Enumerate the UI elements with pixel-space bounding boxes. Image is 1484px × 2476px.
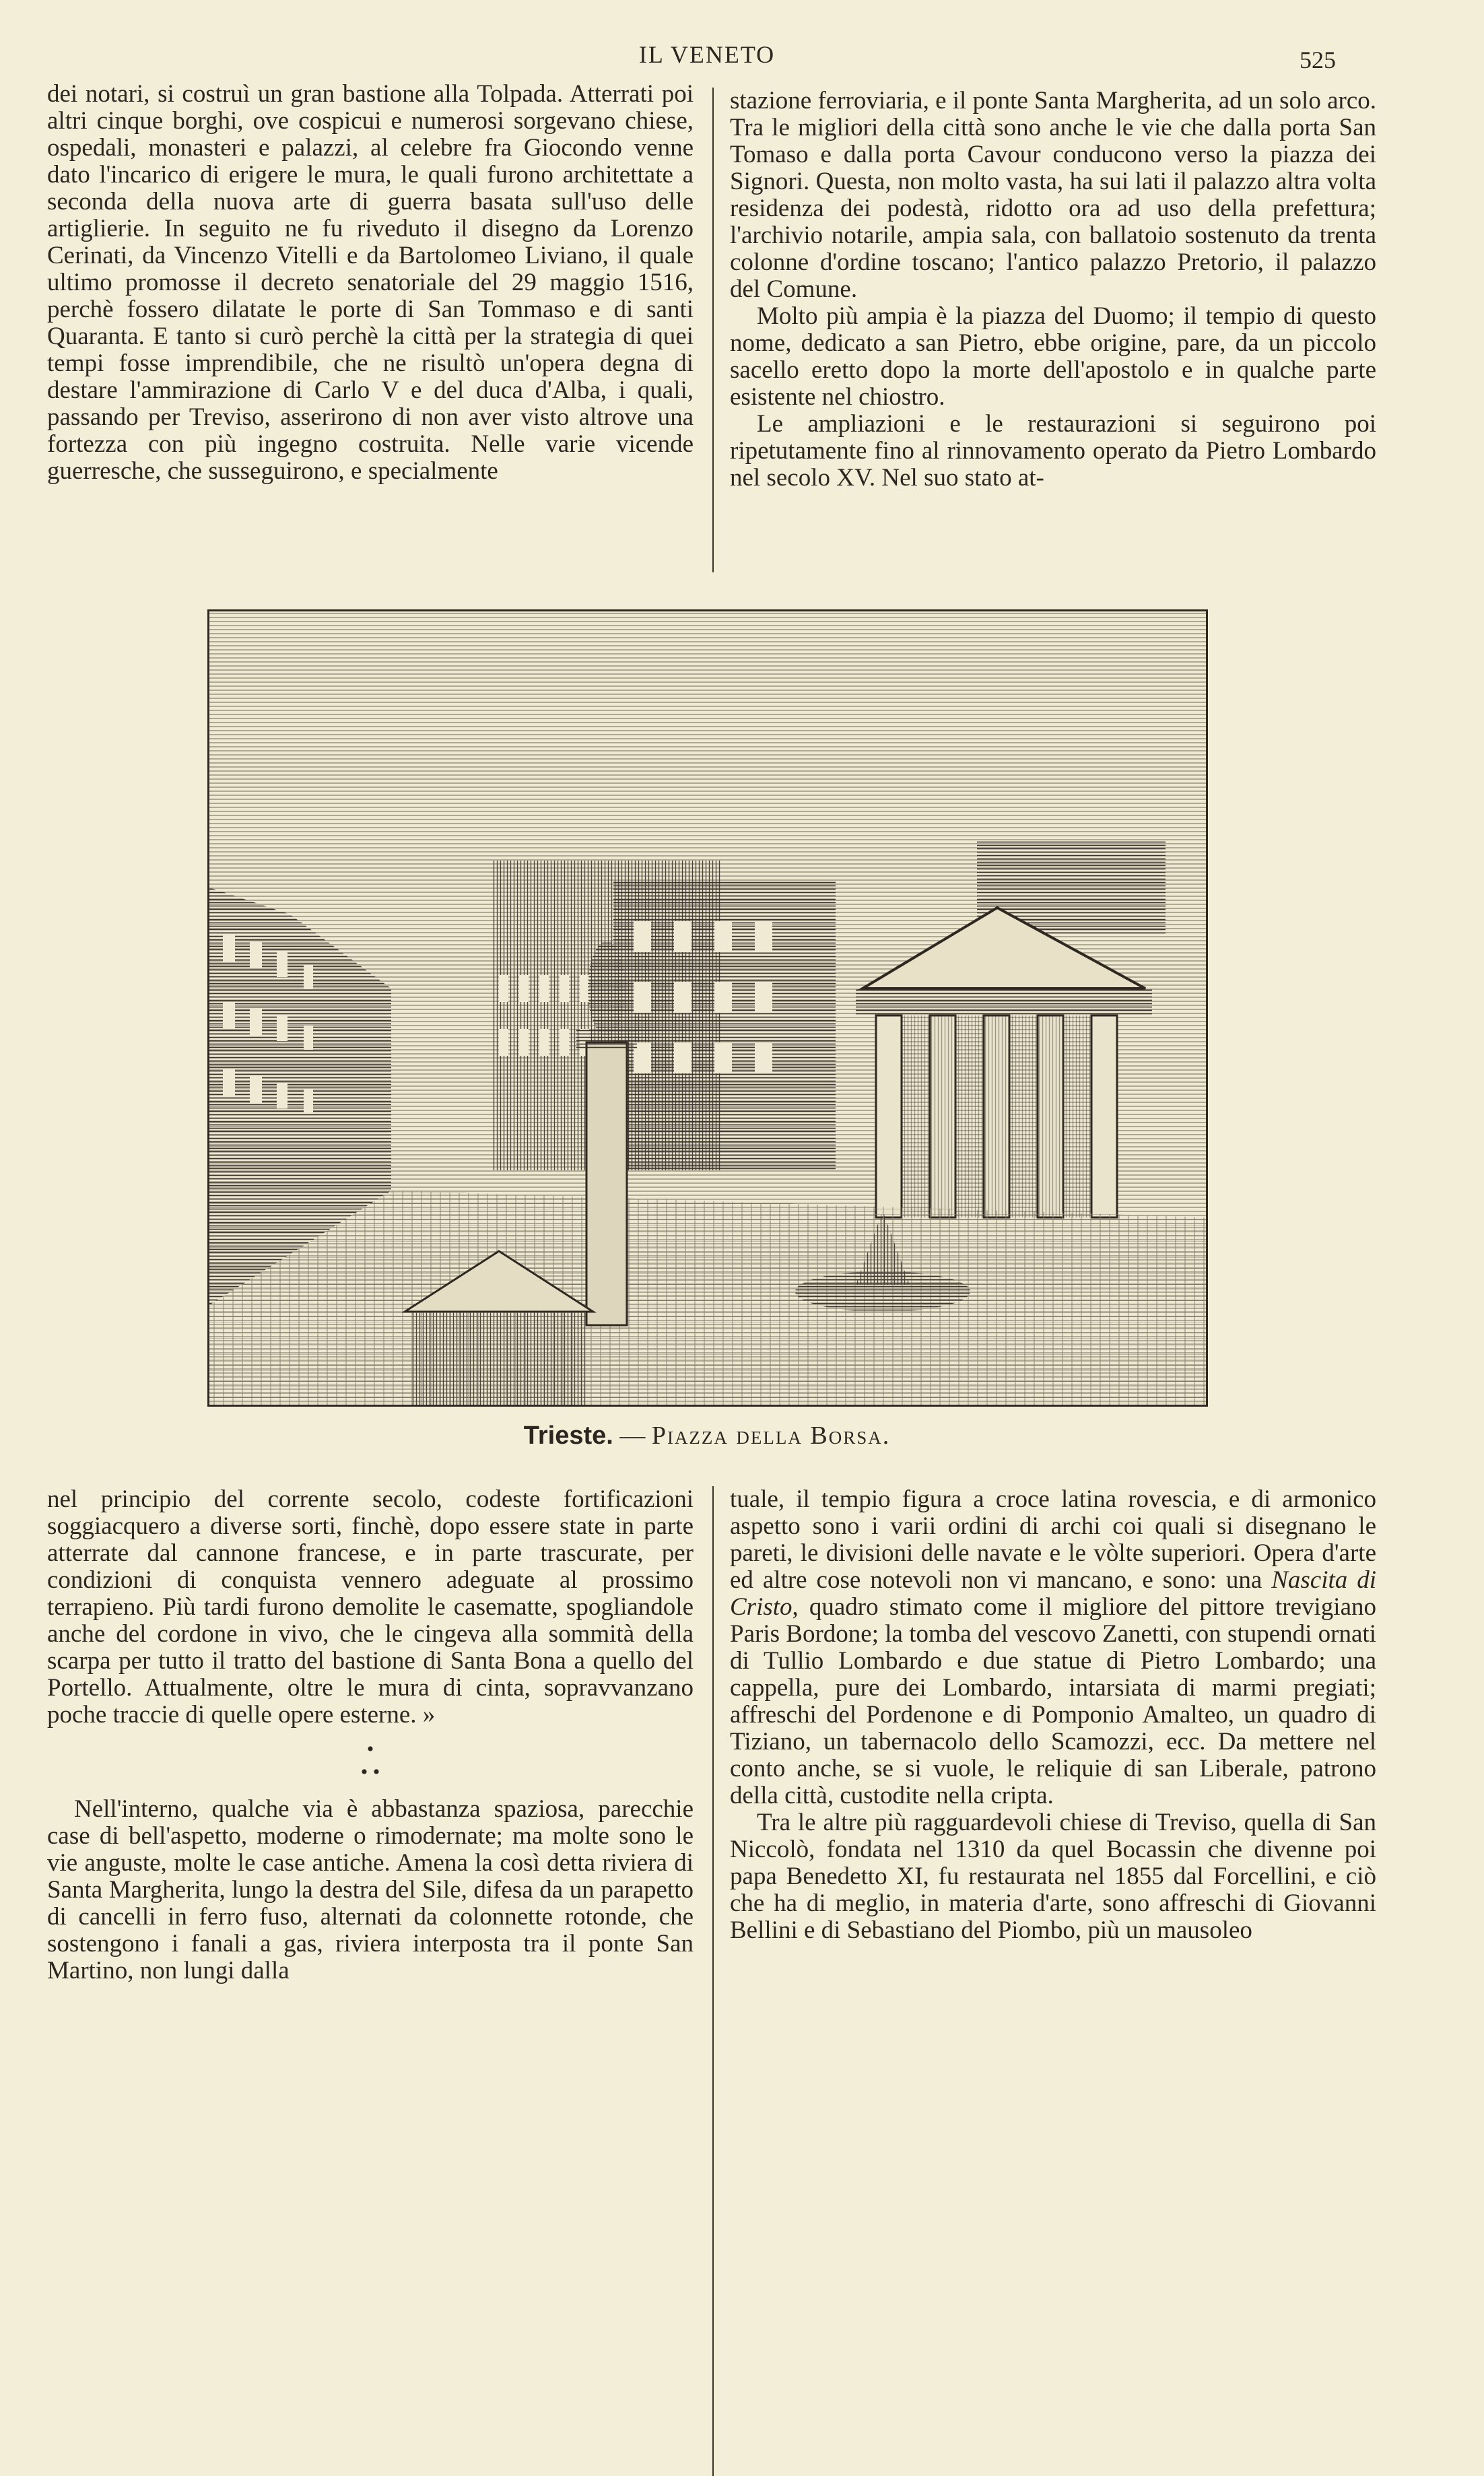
section-ornament [47, 1738, 694, 1784]
paragraph: Tra le altre più ragguardevoli chiese di Treviso, quella di San Niccolò, fondata nel 1310 da quel Bocassin che divenne poi papa Benedetto XI, fu restaurata nel 1855 dal Forcellini, e ciò che ha di meglio, in materia d'arte, sono affreschi di Giovanni Bellini e di Sebastiano del Piombo, più un mausoleo [730, 1809, 1376, 1944]
paragraph: nel principio del corrente secolo, codeste fortificazioni soggiacquero a diverse sorti, finchè, dopo essere state in parte atterrate dal cannone francese, e in parte trascurate, per condizioni di conquista vennero adeguate al prossimo terrapieno. Più tardi furono demolite le casematte, spogliandole anche del cordone in vivo, che le cingeva alla sommità della scarpa per tutto il tratto del bastione di Santa Bona a quello del Portello. Attualmente, oltre le mura di cinta, sopravvanzano poche traccie di quelle opere esterne. » [47, 1485, 694, 1729]
paragraph: dei notari, si costruì un gran bastione alla Tolpada. Atterrati poi altri cinque borghi, ove cospicui e numerosi sorgevano chiese, ospedali, monasteri e palazzi, al celebre fra Giocondo venne dato l'incarico di erigere le mura, le quali furono architettate a seconda della nuova arte di guerra basata sull'uso delle artiglierie. In seguito ne fu riveduto il disegno da Lorenzo Cerinati, da Vincenzo Vitelli e da Bartolomeo Liviano, il quale ultimo promosse il decreto senatoriale del 29 maggio 1516, perchè fossero dilatate le porte di San Tommaso e di santi Quaranta. E tanto si curò perchè la città per la strategia di quei tempi fosse imprendibile, che ne risultò un'opera degna di destare l'ammirazione di Carlo V e del duca d'Alba, i quali, passando per Treviso, asserirono di non aver visto altrove una fortezza con più ingegno costruita. Nelle varie vicende guerresche, che susseguirono, e specialmente [47, 80, 694, 485]
borsa-entablature [856, 989, 1152, 1015]
paragraph: stazione ferroviaria, e il ponte Santa Margherita, ad un solo arco. Tra le migliori della città sono anche le vie che dalla porta San Tomaso e dalla porta Cavour conducono verso la piazza dei Signori. Questa, non molto vasta, ha sui lati il palazzo altra volta residenza dei podestà, ridotto ora ad uso della prefettura; l'archivio notarile, ampia sala, con ballatoio sostenuto da trenta colonne d'ordine toscano; l'antico palazzo Pretorio, il palazzo del Comune. [730, 87, 1376, 303]
column-top-right [730, 88, 1376, 492]
caption-city: Trieste. [523, 1421, 613, 1450]
column-divider-bottom [712, 1486, 714, 2476]
page-number: 525 [1300, 46, 1336, 73]
text-run: , quadro stimato come il migliore del pittore trevigiano Paris Bordone; la tomba del vescovo Zanetti, con stupendi ornati di Tullio Lombardo e due statue di Pietro Lombardo; una cappella, pure dei Lombardo, intarsiata di marmi pregiati; affreschi del Pordenone e di Pomponio Amalteo, un quadro di Tiziano, un tabernacolo dello Scamozzi, ecc. Da mettere nel conto anche, se si vuole, le reliquie di san Liberale, patrono della città, custodite nella cripta. [730, 1593, 1376, 1809]
kiosk-body [411, 1312, 586, 1405]
borsa-portico-shadow [903, 1015, 1091, 1217]
statue [588, 941, 626, 1036]
painting-title: Nascita di Cristo [730, 1566, 1376, 1621]
column-bottom-left [47, 1486, 694, 1984]
caption-dash: — [619, 1421, 646, 1450]
paragraph: Molto più ampia è la piazza del Duomo; il tempio di questo nome, dedicato a san Pietro, ebbe origine, pare, da un piccolo sacello eretto dopo la morte dell'apostolo e in qualche parte esistente nel chiostro. [730, 302, 1376, 411]
column-divider-top [712, 88, 714, 572]
piazza-paving [209, 1191, 1206, 1405]
ornament-top: • [366, 1738, 374, 1760]
column-bottom-right [730, 1486, 1376, 1944]
ornament-bottom: • • [360, 1761, 380, 1783]
paragraph: Nell'interno, qualche via è abbastanza spaziosa, parecchie case di bell'aspetto, moderne o rimodernate; ma molte sono le vie anguste, molte le case antiche. Amena la così detta riviera di Santa Margherita, lungo la destra del Sile, difesa da un parapetto di cancelli in ferro fuso, alternati da colonnette rotonde, che sostengono i fanali a gas, riviera interposta tra il ponte San Martino, non lungi dalla [47, 1795, 694, 1984]
figure-caption [202, 1421, 1212, 1450]
column-top-left [47, 81, 694, 485]
statue-column [586, 1042, 627, 1325]
running-head: IL VENETO [638, 41, 776, 68]
engraving-svg [209, 611, 1206, 1405]
caption-subject: Piazza della Borsa. [651, 1421, 891, 1450]
text-run: tuale, il tempio figura a croce latina rovescia, e di armonico aspetto sono i varii ordini di archi coi quali si disegnano le pareti, le divisioni delle navate e le vòlte superiori. Opera d'arte ed altre cose notevoli non vi mancano, e sono: una [730, 1485, 1376, 1594]
paragraph [730, 1486, 1376, 1809]
paragraph: Le ampliazioni e le restaurazioni si seguirono poi ripetutamente fino al rinnovamento operato da Pietro Lombardo nel secolo XV. Nel suo stato at- [730, 410, 1376, 492]
engraving-illustration [207, 609, 1208, 1407]
